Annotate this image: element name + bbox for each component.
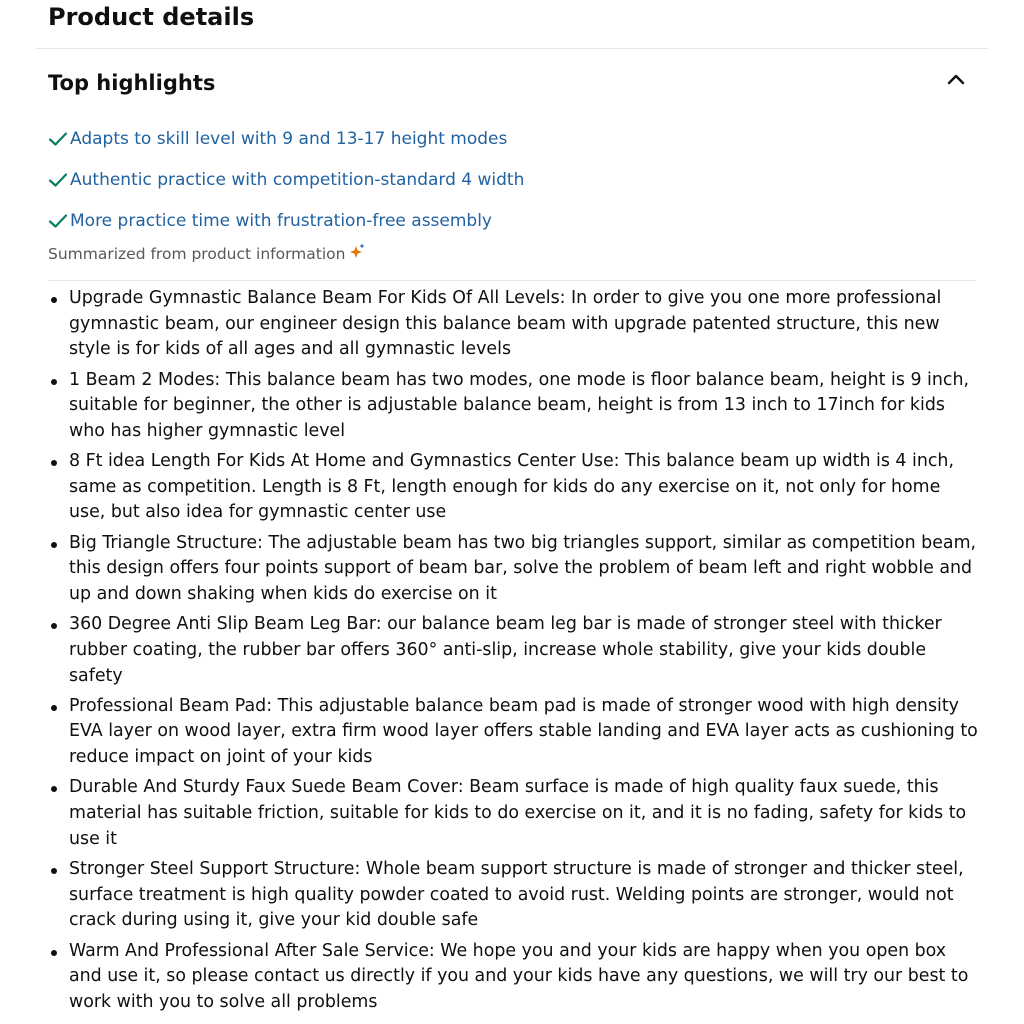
collapse-button[interactable] (944, 68, 968, 92)
top-highlights-header[interactable] (48, 66, 978, 100)
summary-note-text: Summarized from product information (48, 245, 346, 263)
divider (48, 280, 976, 281)
feature-bullet: 1 Beam 2 Modes: This balance beam has two modes, one mode is floor balance beam, height is 9 inch, suitable for beginner, the other is adjustable balance beam, height is from 13 inch to 17inch for kids who has higher gymnastic level (48, 368, 978, 445)
feature-bullet: 360 Degree Anti Slip Beam Leg Bar: our balance beam leg bar is made of stronger steel with thicker rubber coating, the rubber bar offers 360° anti-slip, increase whole stability, give your kids double safety (48, 612, 978, 689)
feature-bullet: Stronger Steel Support Structure: Whole beam support structure is made of stronger and thicker steel, surface treatment is high quality powder coated to avoid rust. Welding points are stronger, would not crack during using it, give your kid double safe (48, 857, 978, 934)
highlight-text: More practice time with frustration-free assembly (70, 210, 492, 231)
feature-bullet: Upgrade Gymnastic Balance Beam For Kids Of All Levels: In order to give you one more professional gymnastic beam, our engineer design this balance beam with upgrade patented structure, this new style is for kids of all ages and all gymnastic levels (48, 286, 978, 363)
highlight-text: Adapts to skill level with 9 and 13-17 height modes (70, 128, 508, 149)
feature-bullet: Big Triangle Structure: The adjustable beam has two big triangles support, similar as competition beam, this design offers four points support of beam bar, solve the problem of beam left and right wobble and up and down shaking when kids do exercise on it (48, 531, 978, 608)
top-highlights-list (48, 118, 524, 241)
check-icon (48, 170, 68, 190)
section-title: Product details (48, 3, 255, 31)
feature-bullet: Durable And Sturdy Faux Suede Beam Cover: Beam surface is made of high quality faux suede, this material has suitable friction, suitable for kids to do exercise on it, and it is no fading, safety for kids to use it (48, 775, 978, 852)
divider (36, 48, 988, 49)
highlight-item (48, 200, 524, 241)
feature-bullet: 8 Ft idea Length For Kids At Home and Gymnastics Center Use: This balance beam up width is 4 inch, same as competition. Length is 8 Ft, length enough for kids do any exercise on it, not only for home use, but also idea for gymnastic center use (48, 449, 978, 526)
feature-bullet: Warm And Professional After Sale Service: We hope you and your kids are happy when you open box and use it, so please contact us directly if you and your kids have any questions, we will try our best to work with you to solve all problems (48, 939, 978, 1016)
highlight-text: Authentic practice with competition-standard 4 width (70, 169, 525, 190)
check-icon (48, 129, 68, 149)
feature-bullets (48, 286, 978, 1020)
summary-note (48, 242, 365, 266)
feature-bullet: Professional Beam Pad: This adjustable balance beam pad is made of stronger wood with high density EVA layer on wood layer, extra firm wood layer offers stable landing and EVA layer acts as cushioning to reduce impact on joint of your kids (48, 694, 978, 771)
check-icon (48, 211, 68, 231)
chevron-up-icon (944, 68, 968, 92)
highlight-item (48, 118, 524, 159)
highlight-item (48, 159, 524, 200)
sparkle-icon (349, 243, 365, 259)
top-highlights-title: Top highlights (48, 71, 216, 95)
